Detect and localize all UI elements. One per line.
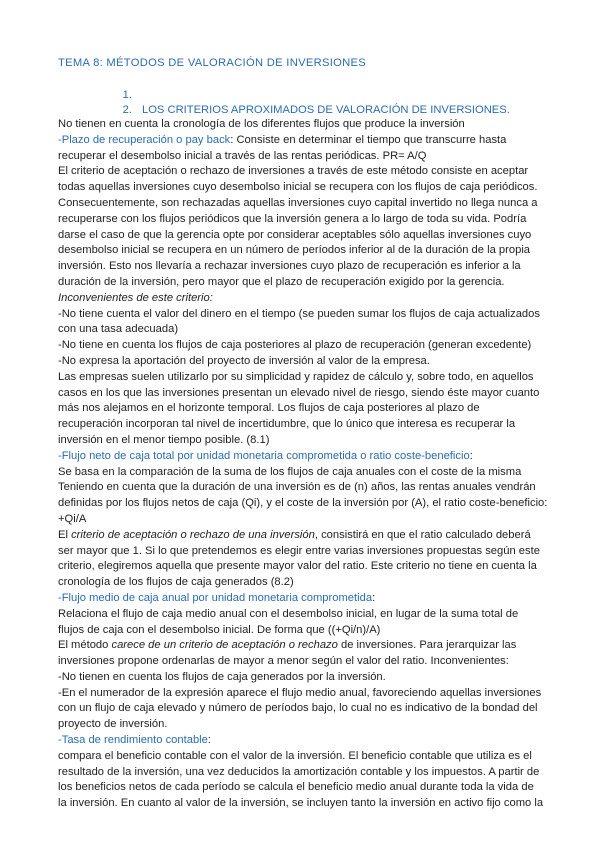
text-line [58,465,548,481]
text-segment: inversiones propone ordenarlas de mayor a menor según el valor del ratio. Inconvenientes: [58,655,509,668]
text-segment: recuperación incorporan tal nivel de incertidumbre, que lo único que interesa es recuperar la [58,418,516,431]
text-segment: +Qi/A [58,512,87,525]
text-segment: definidas por los flujos netos de caja (Qi), y el coste de la inversión por (A), el ratio coste-beneficio: [58,497,548,510]
text-segment: -No tiene cuenta el valor del dinero en el tiempo (se pueden sumar los flujos de caja actualizados [58,307,540,320]
text-segment: casos en los que las inversiones presentan un elevado nivel de riesgo, siendo éste mayor cuanto [58,386,540,399]
text-line [58,591,548,607]
text-line [58,291,548,307]
text-line [58,496,548,512]
document-body [58,117,548,812]
text-segment: cronología de los flujos de caja generados (8.2) [58,576,294,589]
text-line [58,512,548,528]
text-line [58,212,548,228]
section-heading: -Flujo neto de caja total por unidad monetaria comprometida o ratio coste-beneficio [58,449,470,462]
text-segment: Consecuentemente, son rechazadas aquellas inversiones cuyo capital invertido no llega nunca a [58,196,538,209]
text-line [58,654,548,670]
text-segment: ser mayor que 1. Si lo que pretendemos es elegir entre varias inversiones propuestas según este [58,544,540,557]
text-line [58,180,548,196]
text-segment: : Consiste en determinar el tiempo que transcurre hasta [230,133,507,146]
text-line [58,354,548,370]
text-line [58,275,548,291]
text-segment: -No tienen en cuenta los flujos de caja generados por la inversión. [58,670,386,683]
text-segment: de inversiones. Para jerarquizar las [337,639,517,652]
list-item [58,103,558,118]
text-line [58,749,548,765]
text-line [58,259,548,275]
text-line [58,149,548,165]
text-segment: inversión en el menor tiempo posible. (8.1) [58,433,270,446]
text-segment: El criterio de aceptación o rechazo de inversiones a través de este método consiste en aceptar [58,165,529,178]
text-segment: la inversión. En cuanto al valor de la inversión, se incluyen tanto la inversión en activo fijo como la [58,797,544,810]
text-segment: más nos alejamos en el horizonte temporal. Los flujos de caja posteriores al plazo de [58,402,480,415]
text-line [58,623,548,639]
text-segment: El [58,528,72,541]
text-segment: compara el beneficio contable con el valor de la inversión. El beneficio contable que utiliza es el [58,749,532,762]
text-segment: Las empresas suelen utilizarlo por su simplicidad y rapidez de cálculo y, sobre todo, en aquellos [58,370,534,383]
text-line [58,733,548,749]
text-segment: darse el caso de que la gerencia opte por considerar aceptables sólo aquellas inversiones cuyo [58,228,532,241]
text-segment: criterio, elegiremos aquella que presente mayor valor del ratio. Este criterio no tiene en cuenta la [58,560,537,573]
text-line [58,670,548,686]
text-line [58,780,548,796]
text-segment: con un flujo de caja elevado y número de períodos bajo, lo cual no es indicativo de la bondad del [58,702,538,715]
numbered-list [58,88,558,118]
text-line [58,417,548,433]
text-line [58,433,548,449]
text-line [58,638,548,654]
text-segment: : [372,591,376,604]
text-segment: , consistirá en que el ratio calculado deberá [314,528,531,541]
list-item [58,88,558,103]
text-line [58,401,548,417]
section-heading: -Flujo medio de caja anual por unidad monetaria comprometida [58,591,373,604]
text-line [58,528,548,544]
text-line [58,133,548,149]
text-segment: recuperar el desembolso inicial a través de las rentas periódicas. PR= A/Q [58,149,427,162]
text-segment: El método [58,639,112,652]
text-line [58,544,548,560]
emphasis-text: criterio de aceptación o rechazo de una inversión [71,528,315,541]
text-line [58,338,548,354]
text-segment: flujos de caja con el desembolso inicial. De forma que ((+Qi/n)/A) [58,623,381,636]
list-number: 2. [122,104,132,116]
section-heading: -Tasa de rendimiento contable [58,734,208,747]
text-segment: : [469,449,473,462]
text-line [58,480,548,496]
text-line [58,164,548,180]
text-line [58,796,548,812]
text-line [58,370,548,386]
text-line [58,196,548,212]
text-segment: -No tiene en cuenta los flujos de caja posteriores al plazo de recuperación (generan excedente) [58,339,532,352]
text-segment: inversión. Esto nos llevaría a rechazar inversiones cuyo plazo de recuperación es inferior a la [58,260,521,273]
text-segment: Relaciona el flujo de caja medio anual con el desembolso inicial, en lugar de la suma total de [58,607,519,620]
text-line [58,243,548,259]
text-line [58,765,548,781]
text-segment: No tienen en cuenta la cronología de los diferentes flujos que produce la inversión [58,118,465,130]
text-segment: todas aquellas inversiones cuyo desembolso inicial se recupera con los flujos de caja periódicos. [58,181,538,194]
text-line [58,449,548,465]
text-line [58,717,548,733]
text-line [58,607,548,623]
list-number: 1. [122,89,132,101]
list-text: LOS CRITERIOS APROXIMADOS DE VALORACIÓN DE INVERSIONES. [142,104,510,116]
text-segment: Teniendo en cuenta que la duración de una inversión es de (n) años, las rentas anuales vendrán [58,481,536,494]
text-line [58,117,548,133]
page-title: TEMA 8: MÉTODOS DE VALORACIÓN DE INVERSIONES [58,57,367,69]
text-line [58,559,548,575]
section-heading: -Plazo de recuperación o pay back [58,133,231,146]
text-segment: proyecto de inversión. [58,718,168,731]
text-segment: : [207,734,211,747]
text-segment: recuperarse con los flujos periódicos que la inversión genera a lo largo de toda su vida. Podría [58,212,527,225]
text-segment: -No expresa la aportación del proyecto de inversión al valor de la empresa. [58,354,430,367]
text-line [58,701,548,717]
text-segment: resultado de la inversión, una vez deducidos la amortización contable y los impuestos. A partir de [58,765,540,778]
text-segment: Se basa en la comparación de la suma de los flujos de caja anuales con el coste de la misma [58,465,522,478]
text-line [58,307,548,323]
text-segment: -En el numerador de la expresión aparece el flujo medio anual, favoreciendo aquellas inversiones [58,686,542,699]
text-segment: desembolso inicial se recupera en un número de períodos inferior al de la duración de la propia [58,244,531,257]
text-segment: duración de la inversión, pero mayor que el plazo de recuperación exigido por la gerencia. [58,275,505,288]
text-line [58,228,548,244]
text-line [58,322,548,338]
emphasis-text: carece de un criterio de aceptación o rechazo [111,639,338,652]
text-segment: los beneficios netos de cada período se calcula el beneficio medio anual durante toda la vida de [58,781,534,794]
text-segment: con una tasa adecuada) [58,323,179,336]
text-line [58,575,548,591]
emphasis-text: Inconvenientes de este criterio: [58,291,213,304]
text-line [58,686,548,702]
text-line [58,386,548,402]
